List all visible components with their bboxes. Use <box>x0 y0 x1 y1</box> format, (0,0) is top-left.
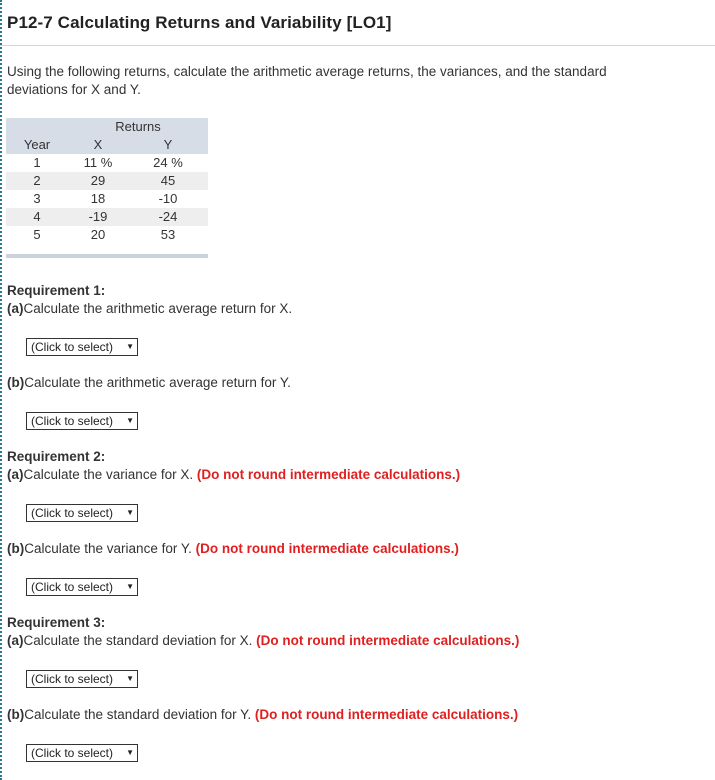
table-footer-bar <box>6 254 208 258</box>
req2b-select[interactable]: (Click to select) ▼ <box>26 578 138 596</box>
y-header: Y <box>128 136 208 154</box>
returns-table <box>6 118 208 244</box>
req1-question-b: (b)Calculate the arithmetic average return for Y. <box>7 375 291 390</box>
req1a-select[interactable]: (Click to select) ▼ <box>26 338 138 356</box>
table-row: 3 18 -10 <box>33 191 178 206</box>
left-border <box>0 0 4 780</box>
req3a-select[interactable]: (Click to select) ▼ <box>26 670 138 688</box>
page-title: P12-7 Calculating Returns and Variability [LO1] <box>7 13 392 32</box>
year-header: Year <box>6 136 68 154</box>
table-row: 4 -19 -24 <box>6 208 208 226</box>
dropdown-arrow-icon: ▼ <box>126 342 134 351</box>
requirement-1-title: Requirement 1: <box>7 283 106 298</box>
req3b-select[interactable]: (Click to select) ▼ <box>26 744 138 762</box>
table-row: 5 20 53 <box>33 227 176 242</box>
req3-question-a: (a)Calculate the standard deviation for X. (Do not round intermediate calculations.) <box>7 633 520 648</box>
req1-question-a: (a)Calculate the arithmetic average return for X. <box>7 301 293 316</box>
returns-header: Returns <box>68 118 208 136</box>
dropdown-arrow-icon: ▼ <box>126 674 134 683</box>
req1b-select[interactable]: (Click to select) ▼ <box>26 412 138 430</box>
intro-text: Using the following returns, calculate the arithmetic average returns, the variances, and the standard deviations for X and Y. <box>7 64 607 97</box>
req2a-select[interactable]: (Click to select) ▼ <box>26 504 138 522</box>
requirement-3-title: Requirement 3: <box>7 615 106 630</box>
req3-question-b: (b)Calculate the standard deviation for Y. (Do not round intermediate calculations.) <box>7 707 519 722</box>
table-row: 2 29 45 <box>6 172 208 190</box>
divider <box>0 45 715 46</box>
returns-table-wrap <box>6 118 208 258</box>
dropdown-arrow-icon: ▼ <box>126 582 134 591</box>
x-header: X <box>68 136 128 154</box>
requirement-2-title: Requirement 2: <box>7 449 106 464</box>
dropdown-arrow-icon: ▼ <box>126 748 134 757</box>
req2-question-a: (a)Calculate the variance for X. (Do not round intermediate calculations.) <box>7 467 461 482</box>
dropdown-arrow-icon: ▼ <box>126 508 134 517</box>
req2-question-b: (b)Calculate the variance for Y. (Do not round intermediate calculations.) <box>7 541 459 556</box>
table-row: 1 11 % 24 % <box>33 155 183 170</box>
table-header-row <box>6 118 208 136</box>
dropdown-arrow-icon: ▼ <box>126 416 134 425</box>
table-header-row <box>6 136 208 154</box>
